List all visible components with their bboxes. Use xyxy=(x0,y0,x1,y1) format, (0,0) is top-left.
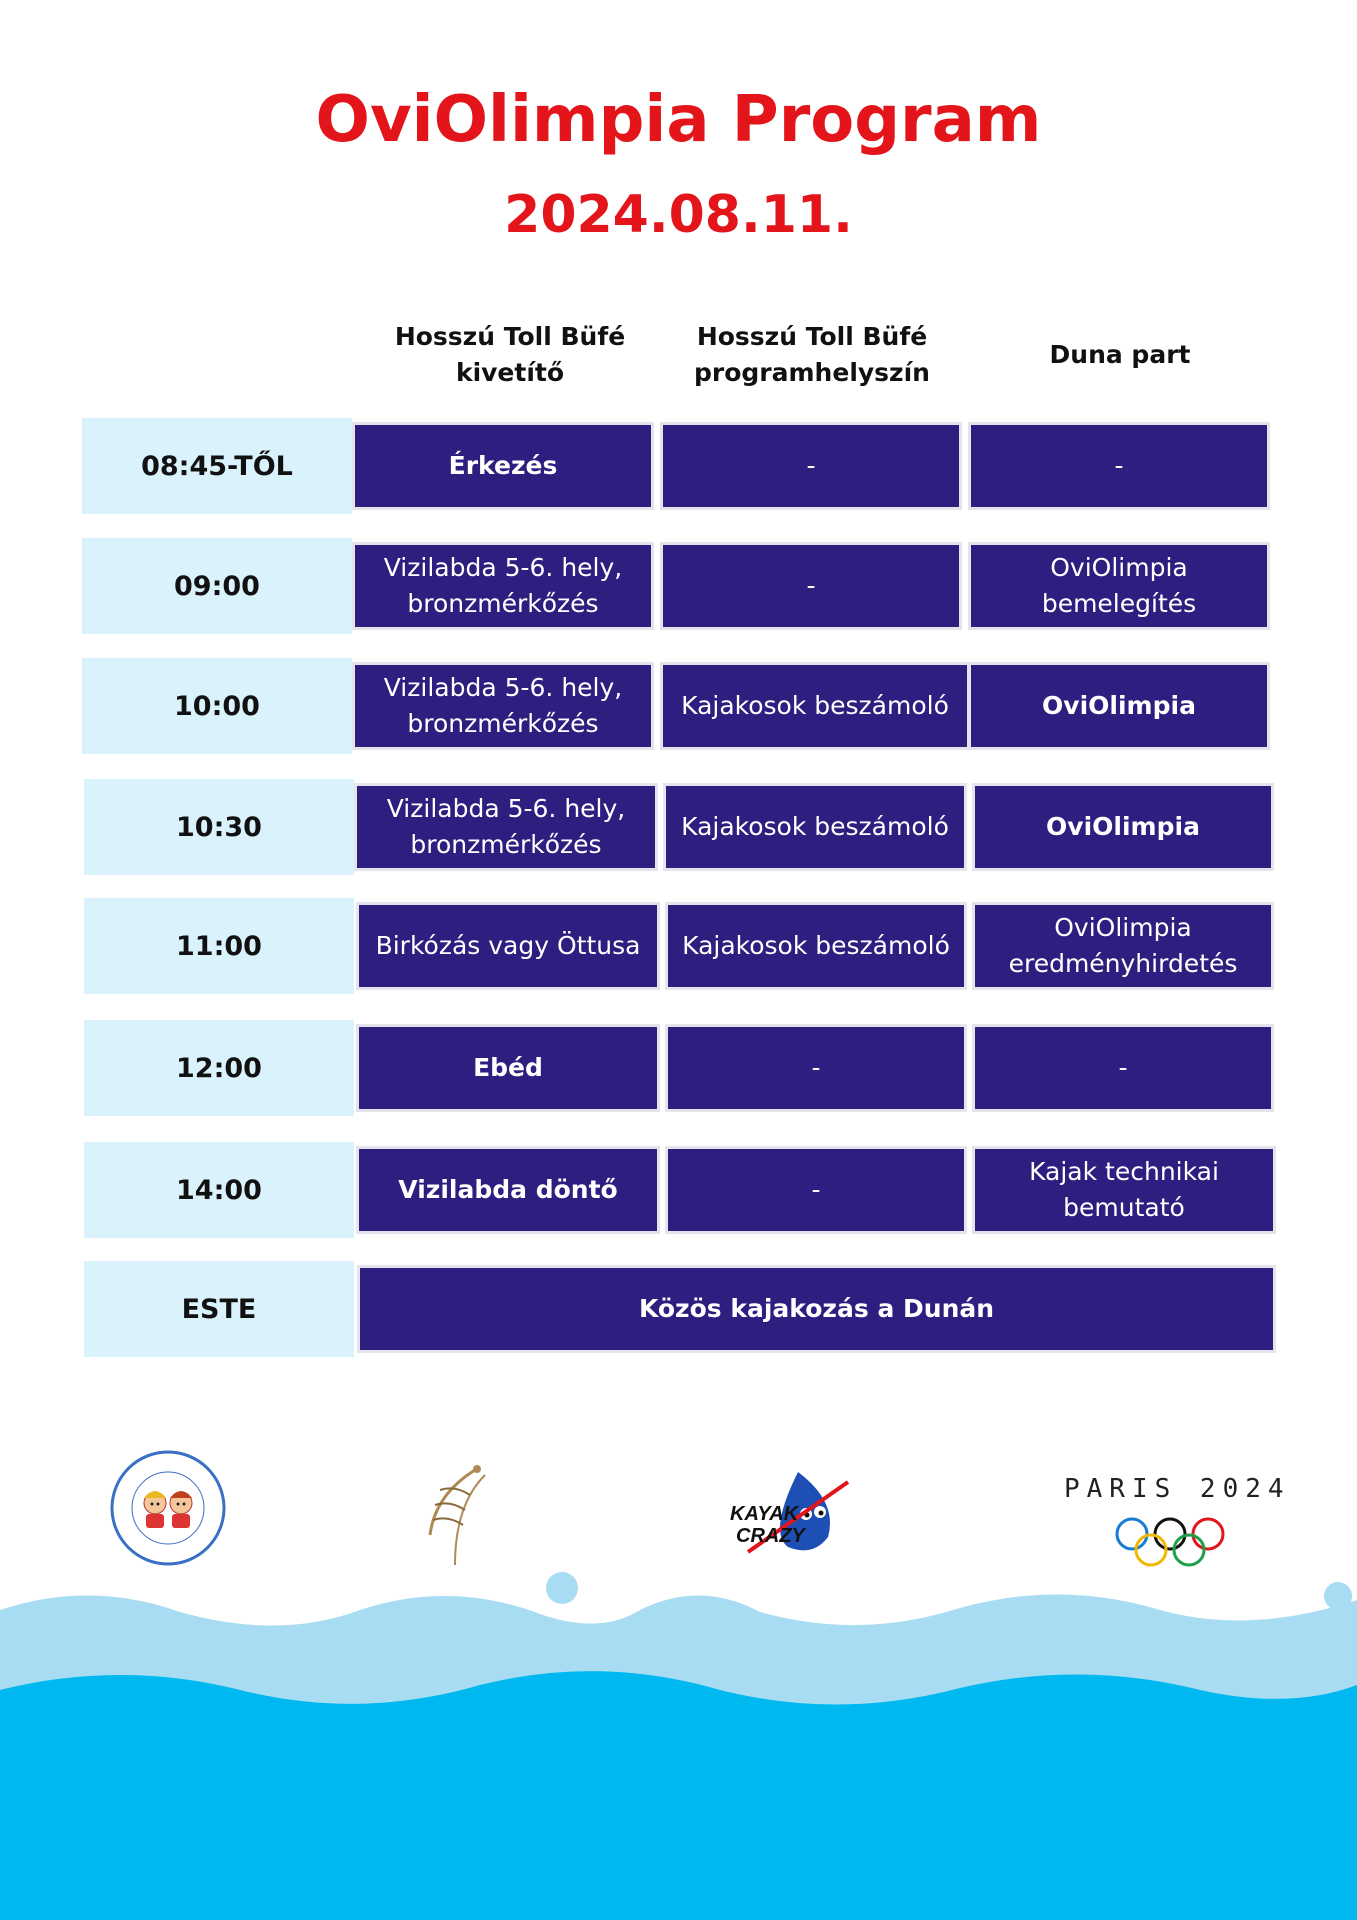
column-header-danube: Duna part xyxy=(1049,340,1191,369)
time-cell: 12:00 xyxy=(84,1020,354,1116)
svg-text:CRAZY: CRAZY xyxy=(736,1525,805,1547)
event-cell: OviOlimpia xyxy=(968,662,1270,750)
paris-2024-text: PARIS 2024 xyxy=(1064,1474,1291,1504)
event-cell: - xyxy=(660,422,962,510)
event-cell: Kajakosok beszámoló xyxy=(665,902,967,990)
event-cell: Kajak technikai bemutató xyxy=(972,1146,1276,1234)
event-cell: Kajakosok beszámoló xyxy=(660,662,970,750)
column-header-projector: Hosszú Toll Büfé kivetítő xyxy=(394,322,626,387)
event-cell: Érkezés xyxy=(352,422,654,510)
schedule-row xyxy=(0,1020,1357,1116)
event-cell: - xyxy=(665,1024,967,1112)
event-cell: - xyxy=(665,1146,967,1234)
schedule-row xyxy=(0,418,1357,514)
time-cell: 09:00 xyxy=(82,538,352,634)
time-cell: 10:00 xyxy=(82,658,352,754)
svg-text:KAYAK: KAYAK xyxy=(730,1503,799,1525)
event-cell-span: Közös kajakozás a Dunán xyxy=(357,1265,1276,1353)
event-cell: Birkózás vagy Öttusa xyxy=(356,902,660,990)
event-date: 2024.08.11. xyxy=(504,185,853,245)
time-cell: 10:30 xyxy=(84,779,354,875)
schedule-row xyxy=(0,1142,1357,1238)
time-cell: 11:00 xyxy=(84,898,354,994)
event-cell: - xyxy=(968,422,1270,510)
column-header-venue: Hosszú Toll Büfé programhelyszín xyxy=(694,322,930,387)
schedule-row xyxy=(0,658,1357,754)
event-cell: - xyxy=(972,1024,1274,1112)
schedule-row xyxy=(0,779,1357,875)
water-waves-decoration xyxy=(0,1540,1357,1920)
event-cell: Vizilabda döntő xyxy=(356,1146,660,1234)
schedule-row xyxy=(0,898,1357,994)
event-cell: Vizilabda 5-6. hely, bronzmérkőzés xyxy=(352,542,654,630)
event-cell: - xyxy=(660,542,962,630)
schedule-row xyxy=(0,1261,1357,1357)
time-cell: 14:00 xyxy=(84,1142,354,1238)
schedule-row xyxy=(0,538,1357,634)
event-cell: OviOlimpia bemelegítés xyxy=(968,542,1270,630)
time-cell: 08:45-TŐL xyxy=(82,418,352,514)
event-cell: Vizilabda 5-6. hely, bronzmérkőzés xyxy=(354,783,658,871)
event-cell: Kajakosok beszámoló xyxy=(663,783,967,871)
page-title: OviOlimpia Program xyxy=(315,83,1042,157)
event-cell: OviOlimpia xyxy=(972,783,1274,871)
event-cell: Ebéd xyxy=(356,1024,660,1112)
event-cell: Vizilabda 5-6. hely, bronzmérkőzés xyxy=(352,662,654,750)
event-cell: OviOlimpia eredményhirdetés xyxy=(972,902,1274,990)
time-cell: ESTE xyxy=(84,1261,354,1357)
